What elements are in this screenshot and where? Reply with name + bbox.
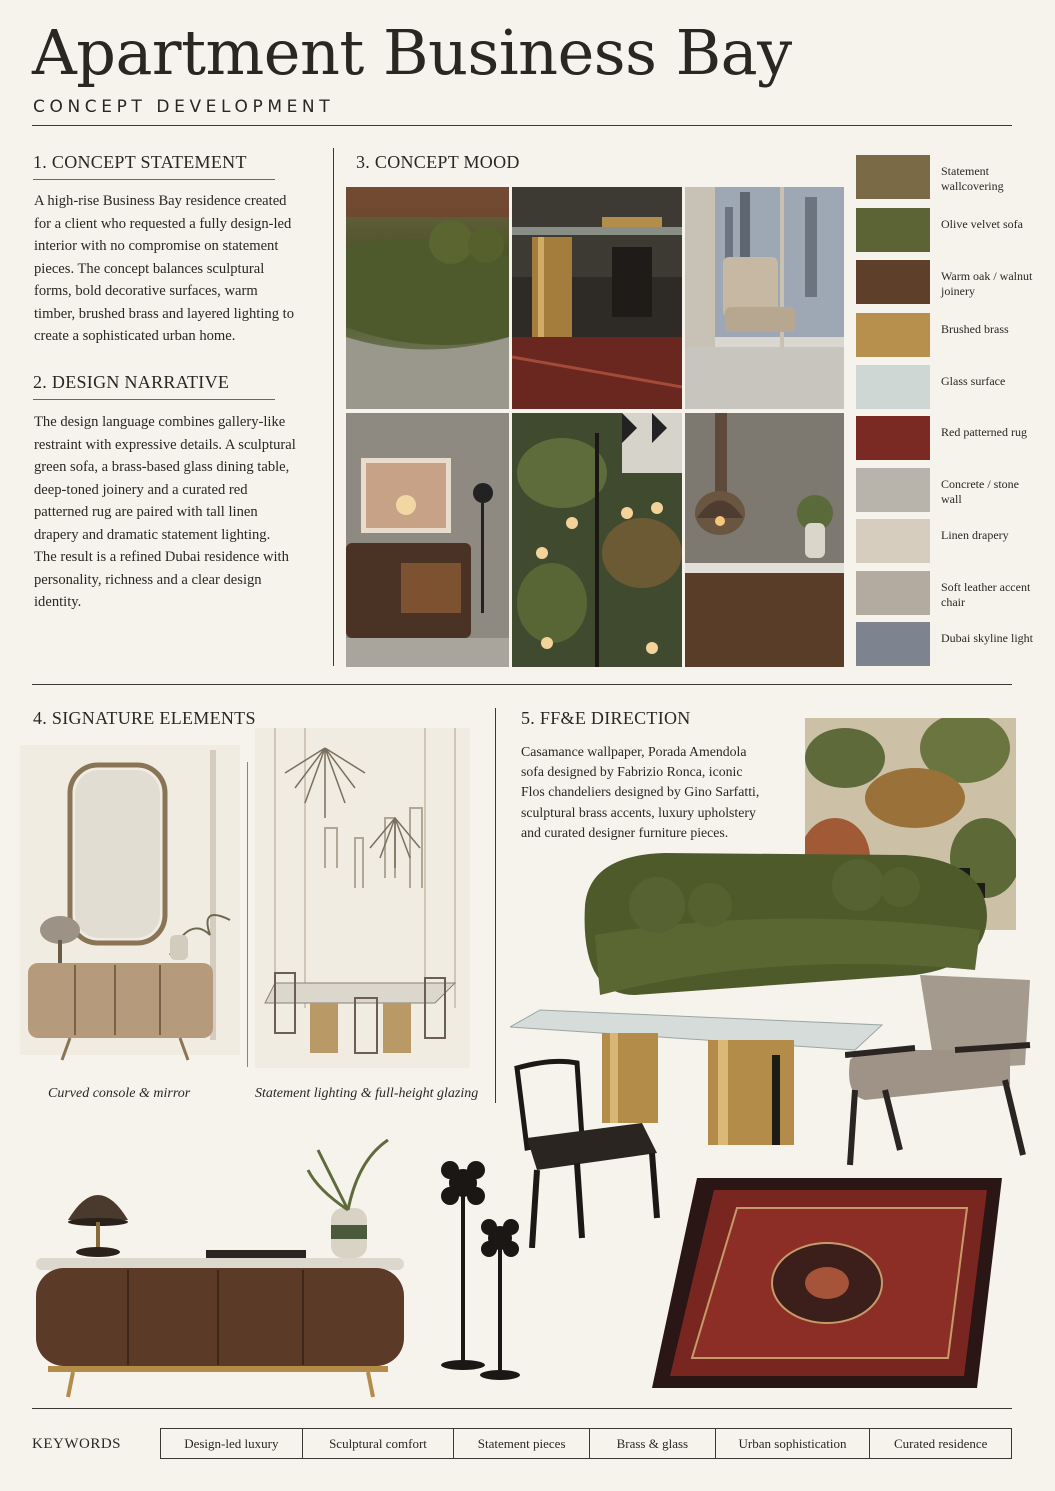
mood-image-chair-window <box>685 187 844 409</box>
caption-console-mirror: Curved console & mirror <box>48 1086 191 1101</box>
linen-swatch <box>856 519 930 563</box>
product-floor-lamps <box>438 1158 528 1383</box>
keyword-tag: Curated residence <box>893 1435 988 1451</box>
sketch-console-mirror <box>20 745 240 1075</box>
swatch-label: Red patterned rug <box>941 425 1027 439</box>
page-subtitle: CONCEPT DEVELOPMENT <box>33 97 335 117</box>
skyline-swatch <box>856 622 930 666</box>
section-underline <box>33 179 275 180</box>
concept-statement-text: A high-rise Business Bay residence created for a client who requested a fully design-led interior with no compromise on statement pieces. The concept balances sculptural forms, bold decorative surfaces, warm timber, brushed brass and layered lighting to create a sophisticated urban home. <box>34 193 295 344</box>
keyword-tag: Brass & glass <box>590 1429 716 1458</box>
keyword-tag: Urban sophistication <box>716 1429 871 1458</box>
keyword-tag: Sculptural comfort <box>303 1429 455 1458</box>
keywords-bar <box>160 1428 1012 1459</box>
keyword-tag: Statement pieces <box>454 1429 590 1458</box>
design-narrative-text: The design language combines gallery-like restraint with expressive details. A sculptural green sofa, a brass-based glass dining table, deep-toned joinery and a curated red patterned rug are paired with tall linen drapery and dramatic statement lighting. The result is a refined Dubai residence with personality, richness and a clear design identity. <box>34 414 296 610</box>
velvet-swatch <box>856 208 930 252</box>
swatch-label: Warm oak / walnut joinery <box>941 269 1033 298</box>
mood-image-chandelier <box>512 413 682 667</box>
swatch-label: Glass surface <box>941 374 1006 388</box>
caption-lighting-glazing: Statement lighting & full-height glazing <box>255 1086 479 1101</box>
sketch-dining-glazing <box>255 728 470 1073</box>
keywords-label: KEYWORDS <box>32 1436 121 1452</box>
concrete-swatch <box>856 468 930 512</box>
signature-elements-heading: 4. SIGNATURE ELEMENTS <box>33 708 256 728</box>
product-sideboard-lamp <box>28 1130 408 1400</box>
swatch-label: Soft leather accent chair <box>941 580 1031 609</box>
swatch-label: Statement wallcovering <box>941 164 1004 193</box>
header-divider <box>32 125 1012 126</box>
glass-swatch <box>856 365 930 409</box>
concept-mood-heading: 3. CONCEPT MOOD <box>356 152 520 172</box>
swatch-label: Brushed brass <box>941 322 1009 336</box>
footer-divider <box>32 1408 1012 1409</box>
sketch-divider <box>247 762 248 1067</box>
mood-image-dining <box>512 187 682 409</box>
swatch-label: Dubai skyline light <box>941 631 1033 645</box>
column-divider <box>495 708 496 1103</box>
keyword-tag: Design-led luxury <box>161 1429 303 1458</box>
wood-swatch <box>856 260 930 304</box>
wallcovering-swatch <box>856 155 930 199</box>
ffe-direction-text: Casamance wallpaper, Porada Amendola sofa designed by Fabrizio Ronca, iconic Flos chandeliers designed by Gino Sarfatti, sculptural brass accents, luxury upholstery and curated designer furniture pieces. <box>521 744 760 840</box>
rug-swatch <box>856 416 930 460</box>
design-narrative-heading: 2. DESIGN NARRATIVE <box>33 372 230 392</box>
swatch-label: Concrete / stone wall <box>941 477 1019 506</box>
swatch-label: Linen drapery <box>941 528 1009 542</box>
mid-divider <box>32 684 1012 685</box>
column-divider <box>333 148 334 666</box>
section-underline <box>33 399 275 400</box>
brass-swatch <box>856 313 930 357</box>
ffe-direction-heading: 5. FF&E DIRECTION <box>521 708 691 728</box>
mood-image-green-sofa <box>346 187 509 409</box>
mood-image-lamp-console <box>685 413 844 667</box>
mood-image-console-art <box>346 413 509 667</box>
leather-swatch <box>856 571 930 615</box>
product-red-rug <box>652 1178 1002 1388</box>
product-dining-chair <box>512 1058 662 1248</box>
product-leather-armchair <box>845 970 1035 1180</box>
page-title: Apartment Business Bay <box>32 16 792 89</box>
concept-statement-heading: 1. CONCEPT STATEMENT <box>33 152 247 172</box>
swatch-label: Olive velvet sofa <box>941 217 1023 231</box>
